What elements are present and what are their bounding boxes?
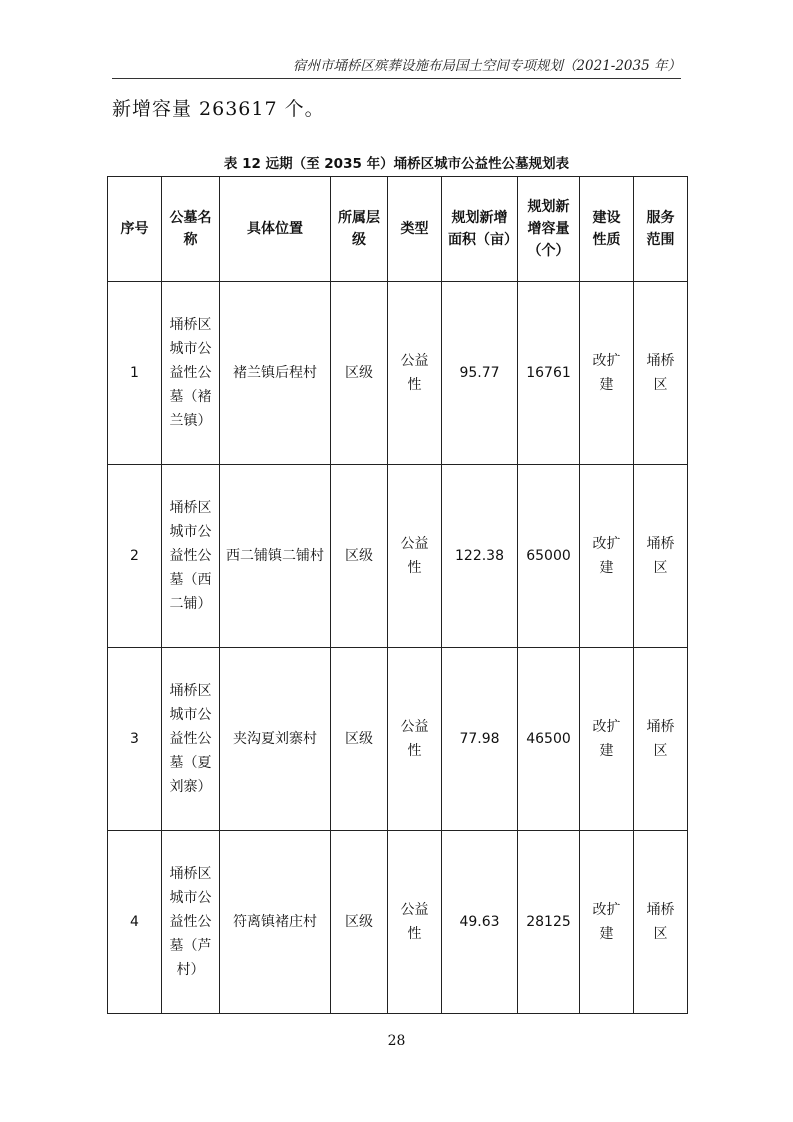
cemetery-level: 区级	[331, 465, 388, 648]
service-scope: 埇桥区	[634, 831, 688, 1014]
planned-capacity: 46500	[518, 648, 580, 831]
running-header: 宿州市埇桥区殡葬设施布局国土空间专项规划（2021-2035 年）	[292, 58, 681, 74]
cemetery-level: 区级	[331, 282, 388, 465]
cemetery-type: 公益性	[388, 465, 442, 648]
header-divider	[112, 78, 681, 79]
header-cell: 类型	[388, 177, 442, 282]
table-row	[108, 465, 688, 648]
header-cell: 公墓名称	[162, 177, 220, 282]
intro-paragraph: 新增容量 263617 个。	[112, 98, 325, 120]
cemetery-type: 公益性	[388, 831, 442, 1014]
cemetery-type: 公益性	[388, 648, 442, 831]
header-cell: 所属层级	[331, 177, 388, 282]
table-row	[108, 648, 688, 831]
table-header-row	[108, 177, 688, 282]
planned-capacity: 28125	[518, 831, 580, 1014]
cemetery-name: 埇桥区城市公益性公墓（西二铺）	[162, 465, 220, 648]
header-cell: 规划新增容量（个）	[518, 177, 580, 282]
cemetery-location: 西二铺镇二铺村	[220, 465, 331, 648]
header-cell: 建设性质	[580, 177, 634, 282]
service-scope: 埇桥区	[634, 465, 688, 648]
table-row	[108, 831, 688, 1014]
cemetery-location: 褚兰镇后程村	[220, 282, 331, 465]
cemetery-location: 符离镇褚庄村	[220, 831, 331, 1014]
cemetery-name: 埇桥区城市公益性公墓（芦村）	[162, 831, 220, 1014]
cemetery-level: 区级	[331, 648, 388, 831]
cemetery-plan-table	[107, 176, 688, 1014]
construction-nature: 改扩建	[580, 282, 634, 465]
construction-nature: 改扩建	[580, 648, 634, 831]
row-number: 4	[108, 831, 162, 1014]
planned-area: 49.63	[442, 831, 518, 1014]
planned-area: 95.77	[442, 282, 518, 465]
row-number: 3	[108, 648, 162, 831]
cemetery-name: 埇桥区城市公益性公墓（褚兰镇）	[162, 282, 220, 465]
service-scope: 埇桥区	[634, 282, 688, 465]
cemetery-type: 公益性	[388, 282, 442, 465]
cemetery-name: 埇桥区城市公益性公墓（夏刘寨）	[162, 648, 220, 831]
row-number: 1	[108, 282, 162, 465]
header-cell: 规划新增面积（亩）	[442, 177, 518, 282]
table-caption: 表 12 远期（至 2035 年）埇桥区城市公益性公墓规划表	[223, 156, 570, 172]
header-cell: 服务范围	[634, 177, 688, 282]
table-row	[108, 282, 688, 465]
header-cell: 具体位置	[220, 177, 331, 282]
planned-capacity: 65000	[518, 465, 580, 648]
service-scope: 埇桥区	[634, 648, 688, 831]
planned-area: 77.98	[442, 648, 518, 831]
row-number: 2	[108, 465, 162, 648]
cemetery-location: 夹沟夏刘寨村	[220, 648, 331, 831]
construction-nature: 改扩建	[580, 831, 634, 1014]
planned-capacity: 16761	[518, 282, 580, 465]
cemetery-level: 区级	[331, 831, 388, 1014]
page-number: 28	[387, 1033, 406, 1049]
planned-area: 122.38	[442, 465, 518, 648]
header-cell: 序号	[108, 177, 162, 282]
construction-nature: 改扩建	[580, 465, 634, 648]
